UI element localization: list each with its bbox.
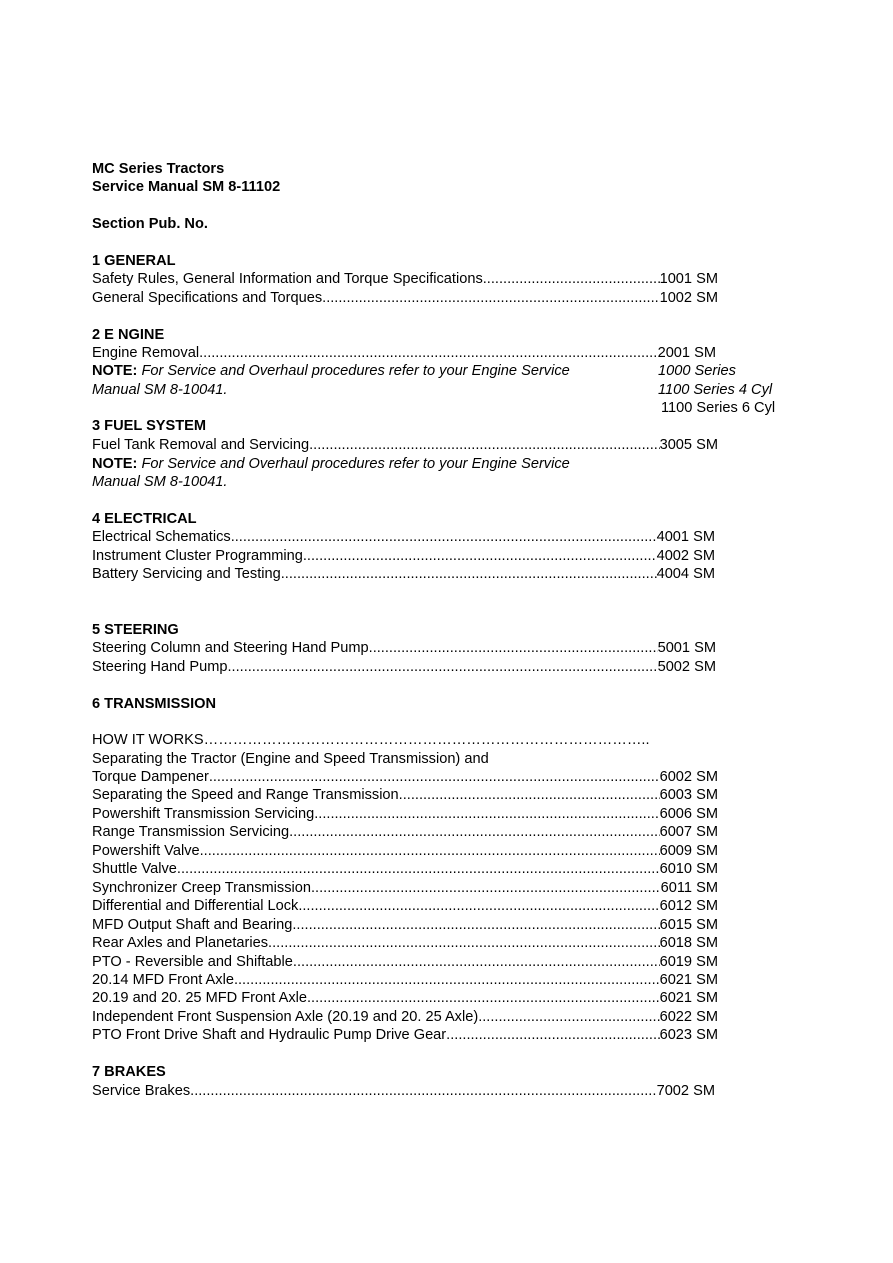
- toc-entry-title: Differential and Differential Lock: [92, 898, 299, 915]
- toc-entry: [92, 1082, 715, 1100]
- toc-entry-title: Synchronizer Creep Transmission: [92, 879, 311, 896]
- toc-entry: [92, 934, 718, 952]
- section-heading-general: 1 GENERAL: [92, 253, 176, 269]
- toc-leader: [268, 934, 660, 952]
- toc-entry-pub: 6021 SM: [659, 971, 718, 988]
- engine-series-1100-6cyl: 1100 Series 6 Cyl: [661, 400, 776, 416]
- section-heading-electrical: 4 ELECTRICAL: [92, 511, 197, 527]
- toc-entry-title: Powershift Transmission Servicing: [92, 805, 315, 822]
- engine-series-1000: 1000 Series: [658, 363, 736, 379]
- toc-leader: [309, 436, 659, 454]
- toc-leader: [200, 842, 660, 860]
- engine-series-1100-4cyl: 1100 Series 4 Cyl: [658, 382, 773, 398]
- how-it-works-entry: HOW IT WORKS………………………………………………………………………………..: [92, 732, 650, 748]
- toc-entry-pub: 6006 SM: [659, 805, 718, 822]
- toc-leader: [399, 786, 660, 804]
- toc-entry: [92, 658, 716, 676]
- toc-entry: [92, 289, 718, 307]
- toc-leader: [478, 1008, 659, 1026]
- toc-entry: [92, 639, 716, 657]
- toc-entry-pub: 6009 SM: [659, 842, 718, 859]
- note-text: For Service and Overhaul procedures refer to your Engine Service: [137, 456, 570, 472]
- toc-entry: [92, 823, 718, 841]
- toc-entry: [92, 436, 718, 454]
- toc-entry-pub: 1002 SM: [659, 290, 718, 306]
- engine-note-manual: Manual SM 8-10041.: [92, 382, 228, 398]
- toc-entry: [92, 528, 715, 546]
- toc-entry: [92, 1026, 718, 1044]
- toc-leader: [311, 879, 661, 897]
- toc-entry: [92, 879, 718, 897]
- toc-entry-pub: 7002 SM: [656, 1083, 715, 1099]
- toc-leader: [322, 289, 659, 307]
- section-heading-fuel: 3 FUEL SYSTEM: [92, 418, 207, 434]
- toc-entry-title: Battery Servicing and Testing: [92, 566, 281, 582]
- toc-leader: [303, 547, 657, 565]
- toc-entry-pub: 6002 SM: [659, 769, 718, 785]
- section-column-heading: Section Pub. No.: [92, 216, 208, 232]
- toc-entry: [92, 1008, 718, 1026]
- toc-leader: [293, 953, 660, 971]
- toc-entry-pub: 4004 SM: [656, 566, 715, 582]
- toc-entry-title: Torque Dampener: [92, 769, 209, 785]
- toc-leader: [199, 344, 657, 362]
- toc-entry-title: Engine Removal: [92, 345, 200, 361]
- toc-entry: [92, 344, 716, 362]
- toc-leader: [292, 916, 659, 934]
- toc-entry-title: Powershift Valve: [92, 842, 200, 859]
- toc-entry-title: Fuel Tank Removal and Servicing: [92, 437, 310, 453]
- toc-entry-title: Range Transmission Servicing: [92, 824, 290, 841]
- toc-entry-title: Shuttle Valve: [92, 861, 177, 878]
- toc-entry-pub: 6018 SM: [659, 935, 718, 952]
- toc-entry-title: 20.14 MFD Front Axle: [92, 971, 234, 988]
- toc-entry-pub: 6019 SM: [659, 953, 718, 970]
- toc-entry-title: Separating the Speed and Range Transmission: [92, 787, 399, 804]
- toc-entry-pub: 6011 SM: [660, 879, 718, 896]
- toc-entry: [92, 768, 718, 786]
- engine-note: [92, 362, 570, 380]
- toc-entry: [92, 270, 718, 288]
- toc-entry: [92, 989, 718, 1007]
- toc-entry-title: Independent Front Suspension Axle (20.19 and 20. 25 Axle): [92, 1008, 479, 1025]
- toc-leader: [483, 270, 660, 288]
- document-title: MC Series Tractors: [92, 161, 225, 177]
- toc-entry-title: General Specifications and Torques: [92, 290, 323, 306]
- toc-entry: [92, 916, 718, 934]
- toc-leader: [227, 658, 657, 676]
- fuel-note: [92, 455, 570, 473]
- toc-entry-pub: 6022 SM: [659, 1008, 718, 1025]
- toc-entry-pub: 5001 SM: [657, 640, 716, 656]
- toc-entry: [92, 565, 715, 583]
- note-text: For Service and Overhaul procedures refer to your Engine Service: [137, 363, 570, 379]
- toc-leader: [289, 823, 659, 841]
- toc-entry-title: Instrument Cluster Programming: [92, 548, 303, 564]
- toc-entry-pub: 3005 SM: [659, 437, 718, 453]
- note-label: NOTE:: [92, 456, 138, 472]
- toc-leader: [177, 860, 660, 878]
- toc-leader: [190, 1082, 656, 1100]
- section-heading-transmission: 6 TRANSMISSION: [92, 696, 217, 712]
- fuel-note-manual: Manual SM 8-10041.: [92, 474, 228, 490]
- toc-entry-title: Electrical Schematics: [92, 529, 231, 545]
- toc-entry-title: Safety Rules, General Information and Torque Specifications: [92, 271, 483, 287]
- toc-entry: [92, 786, 718, 804]
- toc-leader: [234, 971, 660, 989]
- toc-leader: [298, 897, 659, 915]
- toc-entry-pub: 5002 SM: [657, 659, 716, 675]
- toc-entry-pub: 4002 SM: [656, 548, 715, 564]
- toc-entry-title: PTO Front Drive Shaft and Hydraulic Pump Drive Gear: [92, 1027, 447, 1044]
- toc-leader: [281, 565, 657, 583]
- toc-entry-pub: 6010 SM: [659, 861, 718, 878]
- toc-entry-pub: 2001 SM: [657, 345, 716, 361]
- toc-leader: [446, 1026, 659, 1044]
- toc-entry-title: MFD Output Shaft and Bearing: [92, 916, 293, 933]
- section-heading-brakes: 7 BRAKES: [92, 1064, 166, 1080]
- toc-entry-pub: 6012 SM: [659, 898, 718, 915]
- toc-entry-title: 20.19 and 20. 25 MFD Front Axle: [92, 990, 307, 1007]
- toc-entry: [92, 953, 718, 971]
- toc-entry-pub: 6007 SM: [659, 824, 718, 841]
- toc-entry-title: Rear Axles and Planetaries: [92, 935, 269, 952]
- toc-entry: [92, 805, 718, 823]
- toc-leader: [209, 768, 660, 786]
- toc-entry-title-line1: Separating the Tractor (Engine and Speed Transmission) and: [92, 751, 489, 767]
- toc-entry-pub: 6003 SM: [659, 787, 718, 804]
- note-label: NOTE:: [92, 363, 138, 379]
- toc-entry-title: Steering Column and Steering Hand Pump: [92, 640, 369, 656]
- toc-entry: [92, 971, 718, 989]
- toc-entry-pub: 1001 SM: [659, 271, 718, 287]
- toc-leader: [307, 989, 660, 1007]
- toc-entry: [92, 842, 718, 860]
- toc-leader: [231, 528, 657, 546]
- toc-entry-pub: 4001 SM: [656, 529, 715, 545]
- toc-entry-pub: 6023 SM: [659, 1027, 718, 1044]
- toc-entry: [92, 860, 718, 878]
- toc-entry-title: Service Brakes: [92, 1083, 191, 1099]
- toc-leader: [369, 639, 658, 657]
- toc-entry-title: PTO - Reversible and Shiftable: [92, 953, 293, 970]
- toc-leader: [314, 805, 659, 823]
- toc-entry-pub: 6015 SM: [659, 916, 718, 933]
- toc-entry-pub: 6021 SM: [659, 990, 718, 1007]
- toc-entry-title: Steering Hand Pump: [92, 659, 228, 675]
- section-heading-engine: 2 E NGINE: [92, 327, 165, 343]
- toc-entry: [92, 547, 715, 565]
- section-heading-steering: 5 STEERING: [92, 622, 179, 638]
- toc-entry: [92, 897, 718, 915]
- document-subtitle: Service Manual SM 8-11102: [92, 179, 281, 195]
